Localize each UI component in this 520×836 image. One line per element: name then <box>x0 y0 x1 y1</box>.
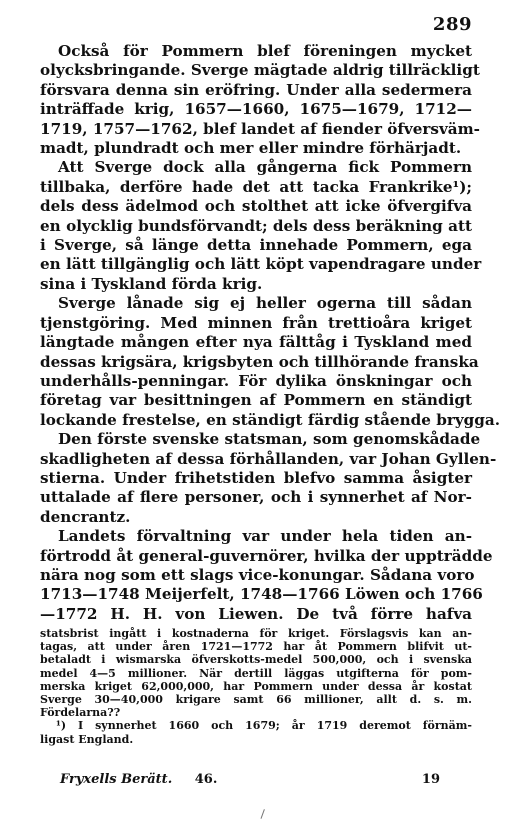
text-line: lockande frestelse, en ständigt färdig stående brygga. <box>40 410 501 429</box>
text-line: en olycklig bundsförvandt; dels dess beräkning att <box>40 216 472 235</box>
text-line: sina i Tyskland förda krig. <box>40 274 263 293</box>
text-line: madt, plundradt och mer eller mindre förhärjadt. <box>40 139 462 158</box>
text-line: dessas krigsära, krigsbyten och tillhörande franska <box>40 352 479 371</box>
text-line: tjenstgöring. Med minnen från trettioåra kriget <box>40 313 472 332</box>
text-line: tillbaka, derföre hade det att tacka Frankrike¹); <box>40 177 472 196</box>
text-line: —1772 H. H. von Liewen. De två förre hafva <box>40 604 472 623</box>
signature-title-group <box>60 772 217 787</box>
signature-sheet: 19 <box>421 772 440 787</box>
text-line: olycksbringande. Sverge mägtade aldrig tillräckligt <box>40 61 480 80</box>
footnote-line: betaladt i wismarska öfverskotts-medel 500,000, och i svenska <box>40 653 472 667</box>
text-line: företag var besittningen af Pommern en ständigt <box>40 391 472 410</box>
text-line: inträffade krig, 1657—1660, 1675—1679, 1712— <box>40 100 472 119</box>
page-number: 289 <box>432 14 472 35</box>
text-line: i Sverge, så länge detta innehade Pommern, ega <box>40 236 472 255</box>
text-line: dels dess ädelmod och stolthet att icke öfvergifva <box>40 197 472 216</box>
footnote-line: ligast England. <box>40 732 134 746</box>
signature-title: Fryxells Berätt. <box>60 772 173 787</box>
text-line: dencrantz. <box>40 507 131 526</box>
footnote-line: medel 4—5 millioner. När dertill läggas utgifterna för pom- <box>40 666 472 680</box>
footnotes <box>40 627 472 746</box>
footnote-line: Sverge 30—40,000 krigare samt 66 millioner, allt d. s. m. <box>40 693 472 707</box>
footnote-line: merska kriget 62,000,000, har Pommern under dessa år kostat <box>40 679 472 693</box>
text-line: nära nog som ett slags vice-konungar. Sådana voro <box>40 565 475 584</box>
text-line: 1713—1748 Meijerfelt, 1748—1766 Löwen och 1766 <box>40 585 483 604</box>
signature-issue: 46. <box>194 772 218 787</box>
text-line: Landets förvaltning var under hela tiden an- <box>58 527 472 546</box>
body-text <box>40 42 501 624</box>
stray-ink-mark <box>261 809 271 821</box>
text-line: en lätt tillgänglig och lätt köpt vapendragare under <box>40 255 482 274</box>
text-line: längtade mången efter nya fälttåg i Tyskland med <box>40 333 472 352</box>
text-line: skadligheten af dessa förhållanden, var Johan Gyllen- <box>40 449 497 468</box>
text-line: försvara denna sin eröfring. Under alla sedermera <box>40 80 472 99</box>
text-line: 1719, 1757—1762, blef landet af fiender öfversväm- <box>40 119 480 138</box>
footnote-line: statsbrist ingått i kostnaderna för kriget. Förslagsvis kan an- <box>40 627 472 640</box>
text-line: Sverge lånade sig ej heller ogerna till sådan <box>58 294 472 313</box>
text-line: Att Sverge dock alla gångerna fick Pommern <box>58 158 472 177</box>
text-line: stierna. Under frihetstiden blefvo samma åsigter <box>40 468 472 487</box>
footnote-line: Fördelarna?? <box>40 706 121 720</box>
printer-signature <box>60 772 472 787</box>
text-line: Också för Pommern blef föreningen mycket <box>58 42 472 60</box>
footnote-line: ¹) I synnerhet 1660 och 1679; år 1719 deremot förnäm- <box>56 719 472 733</box>
text-line: underhålls-penningar. För dylika önskningar och <box>40 371 472 390</box>
text-line: uttalade af flere personer, och i synnerhet af Nor- <box>40 488 472 507</box>
text-line: förtrodd åt general-guvernörer, hvilka der uppträdde <box>40 546 493 565</box>
text-line: Den förste svenske statsman, som genomskådade <box>58 430 481 449</box>
footnote-line: tagas, att under åren 1721—1772 har åt Pommern blifvit ut- <box>40 640 472 654</box>
